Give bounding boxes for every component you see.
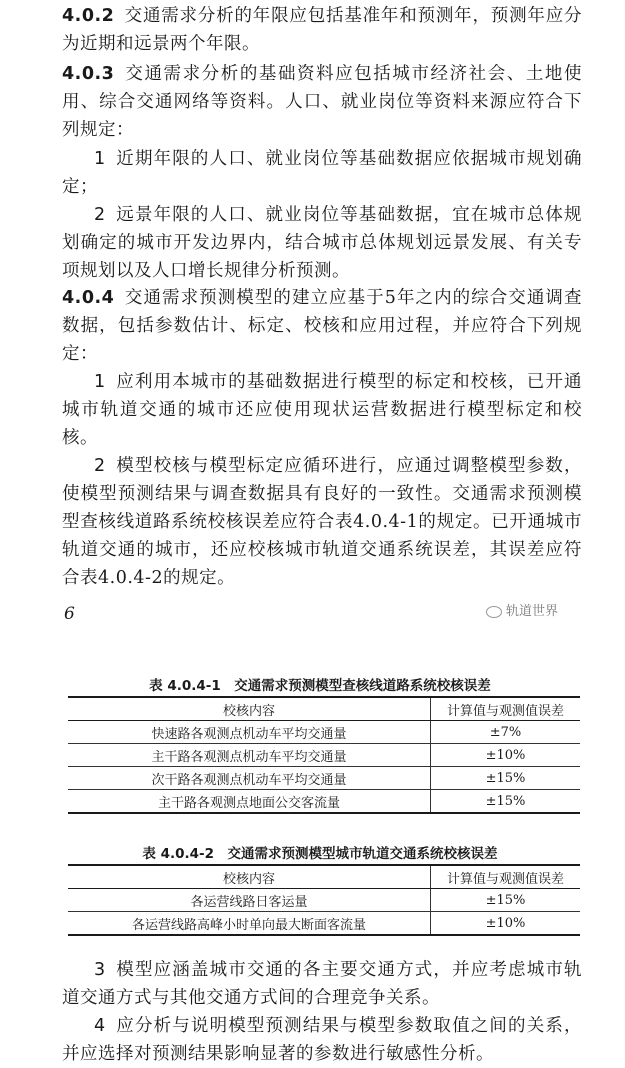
table-cell: ±10% [431, 744, 581, 767]
item-number: 4 [94, 1016, 106, 1036]
clause-number: 4.0.3 [62, 64, 115, 84]
clause-4-0-3 [62, 60, 582, 144]
clause-4-0-4 [62, 284, 582, 368]
clause-text: 交通需求分析的年限应包括基准年和预测年，预测年应分为近期和远景两个年限。 [62, 6, 582, 54]
clause-item [62, 145, 582, 201]
clause-item [62, 368, 582, 452]
item-number: 2 [94, 456, 106, 476]
table-cell: 主干路各观测点机动车平均交通量 [68, 744, 431, 767]
page-number: 6 [64, 604, 75, 624]
table-row [68, 889, 580, 912]
item-text: 远景年限的人口、就业岗位等基础数据，宜在城市总体规划确定的城市开发边界内，结合城市总体规划远景发展、有关专项规划以及人口增长规律分析预测。 [62, 205, 582, 281]
item-text: 模型校核与模型标定应循环进行，应通过调整模型参数，使模型预测结果与调查数据具有良好的一致性。交通需求预测模型查核线道路系统校核误差应符合表4.0.4-1的规定。已开通城市轨道交通的城市，还应校核城市轨道交通系统误差，其误差应符合表4.0.4-2的规定。 [62, 456, 582, 588]
table-cell: ±15% [431, 790, 581, 814]
clause-number: 4.0.2 [62, 6, 115, 26]
item-text: 应分析与说明模型预测结果与模型参数取值之间的关系，并应选择对预测结果影响显著的参数进行敏感性分析。 [62, 1016, 582, 1064]
table-cell: 主干路各观测点地面公交客流量 [68, 790, 431, 814]
table-cell: ±15% [431, 889, 581, 912]
clause-item [62, 1012, 582, 1068]
item-number: 3 [94, 960, 106, 980]
table-header: 校核内容 [68, 865, 431, 889]
table-header: 计算值与观测值误差 [431, 697, 581, 721]
wechat-icon [486, 606, 502, 618]
watermark [486, 600, 558, 619]
table-row [68, 744, 580, 767]
table-cell: 各运营线路高峰小时单向最大断面客流量 [68, 912, 431, 936]
item-number: 1 [94, 149, 106, 169]
clause-text: 交通需求分析的基础资料应包括城市经济社会、土地使用、综合交通网络等资料。人口、就业岗位等资料来源应符合下列规定： [62, 64, 582, 140]
table-cell: ±15% [431, 767, 581, 790]
item-number: 2 [94, 205, 106, 225]
table-row [68, 912, 580, 936]
table-row [68, 790, 580, 814]
calibration-table-2 [68, 864, 580, 936]
item-number: 1 [94, 372, 106, 392]
item-text: 近期年限的人口、就业岗位等基础数据应依据城市规划确定； [62, 149, 582, 197]
clause-item [62, 201, 582, 285]
table-cell: 各运营线路日客运量 [68, 889, 431, 912]
table-header-row [68, 697, 580, 721]
item-text: 应利用本城市的基础数据进行模型的标定和校核，已开通城市轨道交通的城市还应使用现状运营数据进行模型标定和校核。 [62, 372, 582, 448]
calibration-table-1 [68, 696, 580, 814]
clause-number: 4.0.4 [62, 288, 115, 308]
table-cell: 次干路各观测点机动车平均交通量 [68, 767, 431, 790]
clause-4-0-2 [62, 2, 582, 58]
item-text: 模型应涵盖城市交通的各主要交通方式，并应考虑城市轨道交通方式与其他交通方式间的合理竞争关系。 [62, 960, 582, 1008]
clause-text: 交通需求预测模型的建立应基于5年之内的综合交通调查数据，包括参数估计、标定、校核和应用过程，并应符合下列规定： [62, 288, 582, 364]
table-header-row [68, 865, 580, 889]
table-header: 计算值与观测值误差 [431, 865, 581, 889]
clause-item [62, 956, 582, 1012]
watermark-text: 轨道世界 [506, 604, 559, 619]
table-cell: 快速路各观测点机动车平均交通量 [68, 721, 431, 744]
clause-item [62, 452, 582, 592]
table-title: 表 4.0.4-1 交通需求预测模型查核线道路系统校核误差 [149, 678, 491, 694]
table-cell: ±7% [431, 721, 581, 744]
table-row [68, 767, 580, 790]
table-row [68, 721, 580, 744]
table-title: 表 4.0.4-2 交通需求预测模型城市轨道交通系统校核误差 [142, 846, 498, 862]
table-header: 校核内容 [68, 697, 431, 721]
table-cell: ±10% [431, 912, 581, 936]
